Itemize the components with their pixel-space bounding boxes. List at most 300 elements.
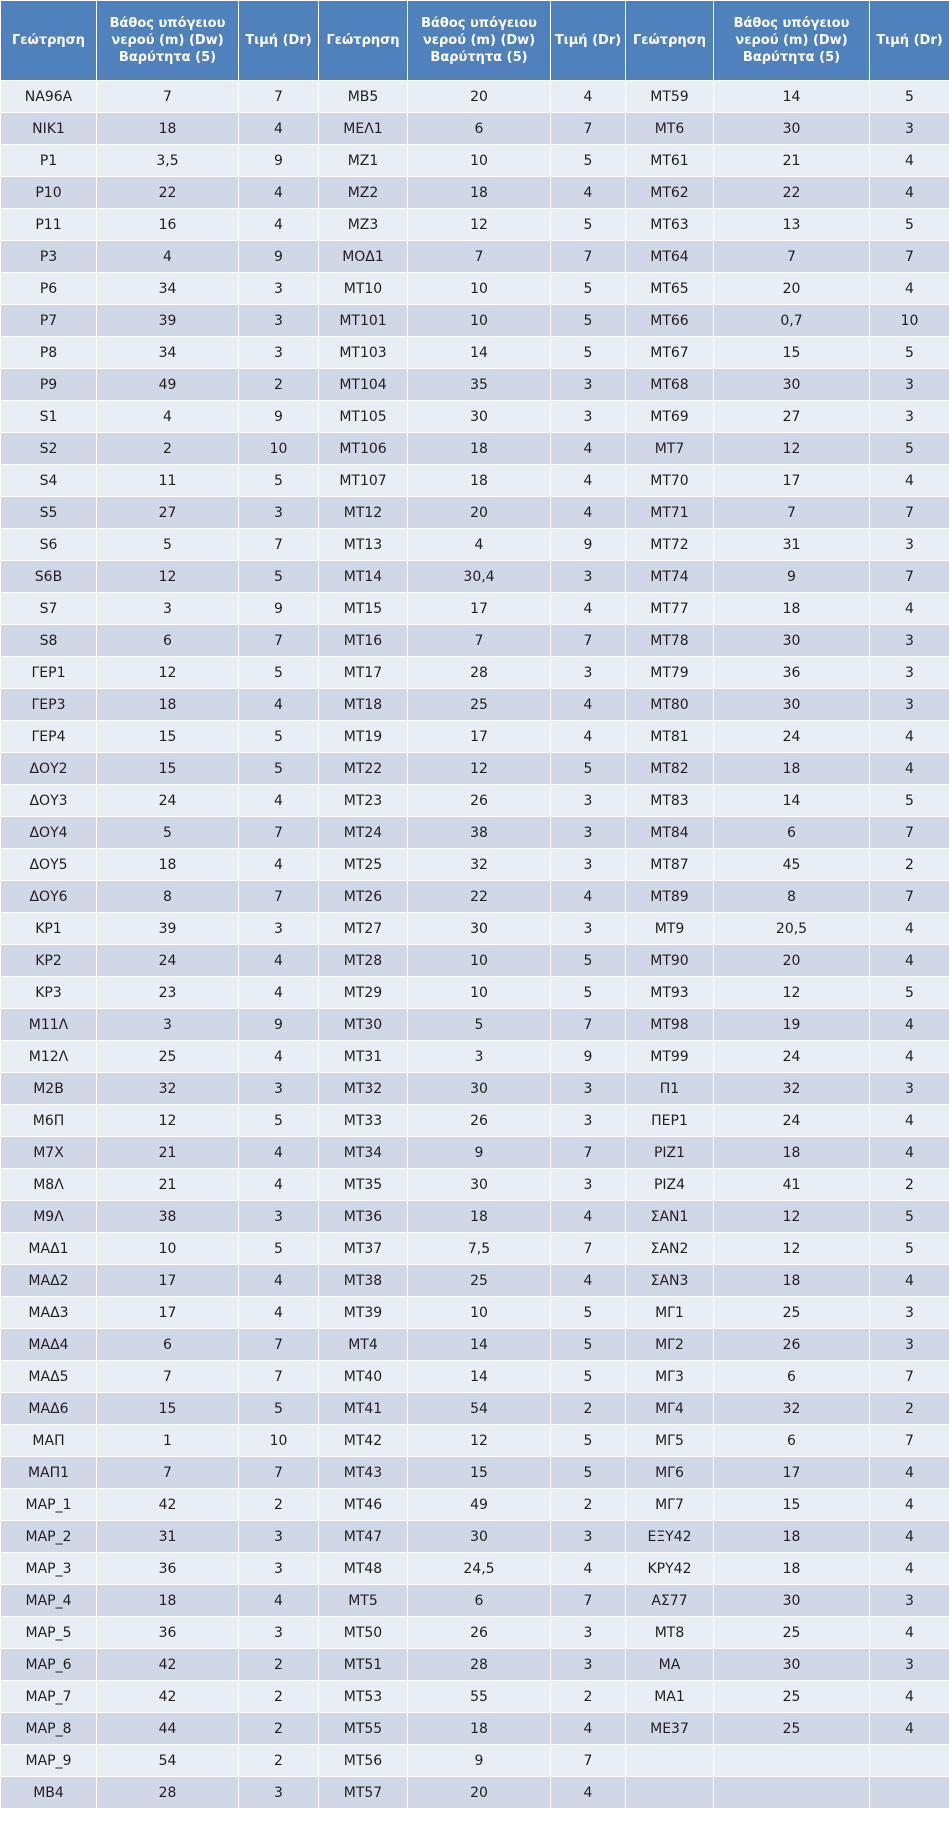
value-cell: 4 bbox=[870, 1521, 949, 1553]
well-name-cell: ΜΤ12 bbox=[319, 497, 408, 529]
well-name-cell: ΜΤ83 bbox=[626, 785, 714, 817]
depth-cell: 10 bbox=[408, 945, 551, 977]
value-cell: 5 bbox=[870, 977, 949, 1009]
well-name-cell: ΜΤ15 bbox=[319, 593, 408, 625]
depth-cell: 38 bbox=[97, 1201, 239, 1233]
table-row bbox=[1, 1425, 949, 1457]
depth-cell: 7 bbox=[97, 1457, 239, 1489]
well-name-cell: ΜΤ31 bbox=[319, 1041, 408, 1073]
well-name-cell: Μ9Λ bbox=[1, 1201, 97, 1233]
table-row bbox=[1, 1233, 949, 1265]
well-name-cell: ΜΤ46 bbox=[319, 1489, 408, 1521]
table-row bbox=[1, 1201, 949, 1233]
table-row bbox=[1, 1009, 949, 1041]
well-name-cell: ΚΡ2 bbox=[1, 945, 97, 977]
depth-cell: 28 bbox=[408, 1649, 551, 1681]
depth-cell: 17 bbox=[97, 1297, 239, 1329]
value-cell: 4 bbox=[870, 721, 949, 753]
well-name-cell: S2 bbox=[1, 433, 97, 465]
well-name-cell: Ρ10 bbox=[1, 177, 97, 209]
depth-cell: 15 bbox=[714, 1489, 870, 1521]
depth-cell: 25 bbox=[408, 689, 551, 721]
depth-cell: 44 bbox=[97, 1713, 239, 1745]
well-name-cell: ΜΓ7 bbox=[626, 1489, 714, 1521]
table-row bbox=[1, 689, 949, 721]
well-name-cell: ΔΟΥ4 bbox=[1, 817, 97, 849]
well-name-cell: ΣΑΝ2 bbox=[626, 1233, 714, 1265]
value-cell: 4 bbox=[551, 433, 626, 465]
value-cell: 4 bbox=[870, 1713, 949, 1745]
depth-cell: 41 bbox=[714, 1169, 870, 1201]
value-cell bbox=[870, 1777, 949, 1809]
well-name-cell: ΜΤ57 bbox=[319, 1777, 408, 1809]
table-row bbox=[1, 1137, 949, 1169]
table-row bbox=[1, 1457, 949, 1489]
value-cell: 3 bbox=[551, 1105, 626, 1137]
depth-cell: 26 bbox=[714, 1329, 870, 1361]
table-row bbox=[1, 273, 949, 305]
depth-cell: 4 bbox=[97, 401, 239, 433]
well-name-cell: S4 bbox=[1, 465, 97, 497]
well-name-cell: ΜΤ89 bbox=[626, 881, 714, 913]
well-name-cell: ΜΤ87 bbox=[626, 849, 714, 881]
value-cell: 9 bbox=[239, 145, 319, 177]
well-name-cell: ΠΕΡ1 bbox=[626, 1105, 714, 1137]
value-cell: 4 bbox=[870, 273, 949, 305]
value-cell: 7 bbox=[239, 1329, 319, 1361]
depth-cell: 9 bbox=[714, 561, 870, 593]
value-cell: 4 bbox=[239, 1137, 319, 1169]
well-name-cell: ΜΤ25 bbox=[319, 849, 408, 881]
value-column-header: Τιμή (Dr) bbox=[870, 1, 949, 81]
value-cell: 7 bbox=[239, 1457, 319, 1489]
value-cell: 9 bbox=[239, 593, 319, 625]
depth-cell: 30 bbox=[714, 1585, 870, 1617]
value-cell: 4 bbox=[551, 81, 626, 113]
value-cell: 5 bbox=[551, 305, 626, 337]
value-cell: 7 bbox=[870, 241, 949, 273]
value-cell: 4 bbox=[551, 881, 626, 913]
value-cell: 3 bbox=[870, 113, 949, 145]
value-cell: 2 bbox=[239, 1649, 319, 1681]
value-cell: 5 bbox=[551, 1329, 626, 1361]
well-name-cell: ΜΤ99 bbox=[626, 1041, 714, 1073]
well-name-cell: ΜΖ2 bbox=[319, 177, 408, 209]
value-cell: 4 bbox=[239, 1169, 319, 1201]
value-cell: 4 bbox=[870, 1105, 949, 1137]
well-name-cell: ΜΓ1 bbox=[626, 1297, 714, 1329]
value-cell: 2 bbox=[239, 1681, 319, 1713]
table-row bbox=[1, 1617, 949, 1649]
value-cell: 3 bbox=[551, 1617, 626, 1649]
depth-cell: 42 bbox=[97, 1681, 239, 1713]
well-name-cell: ΜΤ4 bbox=[319, 1329, 408, 1361]
well-name-cell: ΣΑΝ1 bbox=[626, 1201, 714, 1233]
value-cell: 3 bbox=[551, 817, 626, 849]
depth-cell: 17 bbox=[408, 593, 551, 625]
table-row bbox=[1, 241, 949, 273]
table-row bbox=[1, 1489, 949, 1521]
value-cell: 4 bbox=[870, 913, 949, 945]
well-name-cell: ΜΤ14 bbox=[319, 561, 408, 593]
value-cell: 4 bbox=[870, 753, 949, 785]
table-row bbox=[1, 401, 949, 433]
well-name-cell: ΜΤ103 bbox=[319, 337, 408, 369]
depth-cell: 3,5 bbox=[97, 145, 239, 177]
well-name-cell: ΜΑΔ1 bbox=[1, 1233, 97, 1265]
depth-cell: 12 bbox=[714, 1201, 870, 1233]
well-name-cell: ΜΑΡ_5 bbox=[1, 1617, 97, 1649]
well-name-cell: ΜΓ4 bbox=[626, 1393, 714, 1425]
table-row bbox=[1, 1745, 949, 1777]
depth-cell: 24 bbox=[714, 1041, 870, 1073]
value-cell: 7 bbox=[239, 81, 319, 113]
well-name-cell: ΣΑΝ3 bbox=[626, 1265, 714, 1297]
table-row bbox=[1, 433, 949, 465]
value-cell: 3 bbox=[551, 785, 626, 817]
well-name-cell: ΚΡ1 bbox=[1, 913, 97, 945]
well-name-cell: ΜΑ1 bbox=[626, 1681, 714, 1713]
well-name-cell: ΜΤ105 bbox=[319, 401, 408, 433]
depth-cell: 6 bbox=[714, 1361, 870, 1393]
depth-cell bbox=[714, 1777, 870, 1809]
well-name-cell: ΜΑΡ_1 bbox=[1, 1489, 97, 1521]
table-row bbox=[1, 1649, 949, 1681]
depth-cell: 32 bbox=[408, 849, 551, 881]
value-cell: 7 bbox=[870, 817, 949, 849]
value-cell: 3 bbox=[239, 913, 319, 945]
well-name-cell: ΜΤ50 bbox=[319, 1617, 408, 1649]
table-row bbox=[1, 337, 949, 369]
value-cell: 4 bbox=[239, 785, 319, 817]
value-cell: 5 bbox=[239, 721, 319, 753]
well-name-cell: ΜΤ74 bbox=[626, 561, 714, 593]
depth-cell: 12 bbox=[408, 209, 551, 241]
well-name-cell: ΜΤ80 bbox=[626, 689, 714, 721]
well-name-cell: Μ7Χ bbox=[1, 1137, 97, 1169]
well-name-cell: ΜΤ51 bbox=[319, 1649, 408, 1681]
depth-cell: 12 bbox=[408, 1425, 551, 1457]
depth-cell: 18 bbox=[714, 753, 870, 785]
well-name-cell: ΜΓ2 bbox=[626, 1329, 714, 1361]
value-cell: 3 bbox=[239, 1073, 319, 1105]
value-cell: 4 bbox=[870, 1137, 949, 1169]
value-cell: 4 bbox=[551, 593, 626, 625]
depth-cell: 12 bbox=[97, 1105, 239, 1137]
depth-cell: 12 bbox=[97, 561, 239, 593]
value-cell: 4 bbox=[870, 1009, 949, 1041]
well-name-cell: ΜΤ63 bbox=[626, 209, 714, 241]
depth-cell: 18 bbox=[714, 1137, 870, 1169]
depth-cell: 24 bbox=[97, 945, 239, 977]
value-cell: 7 bbox=[551, 241, 626, 273]
value-cell: 9 bbox=[239, 241, 319, 273]
value-cell: 4 bbox=[870, 145, 949, 177]
depth-cell: 7 bbox=[408, 625, 551, 657]
depth-cell: 28 bbox=[408, 657, 551, 689]
well-name-cell: ΜΤ93 bbox=[626, 977, 714, 1009]
table-row bbox=[1, 1393, 949, 1425]
value-cell: 4 bbox=[239, 1265, 319, 1297]
table-row bbox=[1, 81, 949, 113]
value-cell: 4 bbox=[551, 1713, 626, 1745]
well-name-cell: ΜΤ79 bbox=[626, 657, 714, 689]
value-cell: 7 bbox=[870, 881, 949, 913]
depth-cell: 18 bbox=[714, 1521, 870, 1553]
value-cell: 5 bbox=[239, 1105, 319, 1137]
value-cell: 5 bbox=[551, 145, 626, 177]
depth-cell: 30 bbox=[408, 1169, 551, 1201]
depth-cell: 4 bbox=[408, 529, 551, 561]
well-name-cell: ΜΑΠ bbox=[1, 1425, 97, 1457]
depth-cell: 7 bbox=[714, 241, 870, 273]
well-name-cell: Ρ7 bbox=[1, 305, 97, 337]
well-name-cell: Μ11Λ bbox=[1, 1009, 97, 1041]
value-column-header: Τιμή (Dr) bbox=[551, 1, 626, 81]
value-cell: 3 bbox=[239, 1553, 319, 1585]
value-cell: 4 bbox=[239, 209, 319, 241]
well-name-cell: ΜΤ104 bbox=[319, 369, 408, 401]
header-row bbox=[1, 1, 949, 81]
value-cell: 7 bbox=[870, 561, 949, 593]
table-body bbox=[1, 81, 949, 1809]
depth-cell: 7 bbox=[714, 497, 870, 529]
well-name-cell: ΜΤ67 bbox=[626, 337, 714, 369]
well-name-cell: ΜΤ23 bbox=[319, 785, 408, 817]
value-cell: 4 bbox=[870, 177, 949, 209]
value-cell: 5 bbox=[239, 1393, 319, 1425]
depth-cell: 15 bbox=[97, 1393, 239, 1425]
value-cell: 3 bbox=[551, 657, 626, 689]
depth-cell: 20 bbox=[408, 1777, 551, 1809]
value-cell: 4 bbox=[239, 849, 319, 881]
depth-cell: 25 bbox=[97, 1041, 239, 1073]
depth-cell: 7 bbox=[408, 241, 551, 273]
well-column-header: Γεώτρηση bbox=[626, 1, 714, 81]
depth-cell: 2 bbox=[97, 433, 239, 465]
depth-cell: 10 bbox=[408, 977, 551, 1009]
depth-cell: 9 bbox=[408, 1745, 551, 1777]
well-name-cell: ΜΤ59 bbox=[626, 81, 714, 113]
value-cell: 4 bbox=[551, 1553, 626, 1585]
depth-cell: 24 bbox=[714, 721, 870, 753]
well-name-cell: ΜΤ90 bbox=[626, 945, 714, 977]
depth-cell: 7 bbox=[97, 81, 239, 113]
depth-column-header: Βάθος υπόγειου νερού (m) (Dw) Βαρύτητα (5) bbox=[408, 1, 551, 81]
table-row bbox=[1, 593, 949, 625]
depth-cell: 10 bbox=[408, 305, 551, 337]
value-cell: 4 bbox=[551, 689, 626, 721]
table-row bbox=[1, 913, 949, 945]
depth-cell: 10 bbox=[97, 1233, 239, 1265]
depth-cell: 6 bbox=[408, 1585, 551, 1617]
value-cell: 3 bbox=[870, 401, 949, 433]
depth-cell: 14 bbox=[714, 81, 870, 113]
well-name-cell: ΜΤ47 bbox=[319, 1521, 408, 1553]
value-cell: 3 bbox=[239, 305, 319, 337]
well-name-cell: ΜΤ55 bbox=[319, 1713, 408, 1745]
value-cell: 9 bbox=[551, 1041, 626, 1073]
well-name-cell: ΜΑΡ_4 bbox=[1, 1585, 97, 1617]
well-name-cell: Μ6Π bbox=[1, 1105, 97, 1137]
depth-cell: 34 bbox=[97, 337, 239, 369]
depth-cell: 21 bbox=[97, 1169, 239, 1201]
value-cell: 3 bbox=[239, 497, 319, 529]
depth-cell: 15 bbox=[714, 337, 870, 369]
depth-cell: 23 bbox=[97, 977, 239, 1009]
value-cell: 4 bbox=[551, 1201, 626, 1233]
depth-column-header: Βάθος υπόγειου νερού (m) (Dw) Βαρύτητα (5) bbox=[97, 1, 239, 81]
well-name-cell: ΔΟΥ5 bbox=[1, 849, 97, 881]
well-name-cell: ΜΕ37 bbox=[626, 1713, 714, 1745]
depth-cell: 12 bbox=[714, 433, 870, 465]
well-name-cell bbox=[626, 1777, 714, 1809]
depth-cell: 17 bbox=[408, 721, 551, 753]
well-name-cell: ΜΤ64 bbox=[626, 241, 714, 273]
value-cell: 4 bbox=[870, 1553, 949, 1585]
value-cell: 4 bbox=[870, 1617, 949, 1649]
table-row bbox=[1, 977, 949, 1009]
depth-cell: 14 bbox=[408, 1361, 551, 1393]
table-row bbox=[1, 1713, 949, 1745]
well-name-cell: ΜΤ43 bbox=[319, 1457, 408, 1489]
depth-cell: 4 bbox=[97, 241, 239, 273]
well-name-cell: ΜΤ28 bbox=[319, 945, 408, 977]
depth-cell: 18 bbox=[714, 593, 870, 625]
well-name-cell: Ρ11 bbox=[1, 209, 97, 241]
value-cell: 5 bbox=[551, 209, 626, 241]
depth-cell: 3 bbox=[408, 1041, 551, 1073]
well-name-cell: ΜΑΡ_7 bbox=[1, 1681, 97, 1713]
well-name-cell: S7 bbox=[1, 593, 97, 625]
depth-cell: 30 bbox=[408, 401, 551, 433]
depth-cell: 11 bbox=[97, 465, 239, 497]
well-name-cell: ΜΤ18 bbox=[319, 689, 408, 721]
table-row bbox=[1, 465, 949, 497]
well-name-cell bbox=[626, 1745, 714, 1777]
depth-column-header: Βάθος υπόγειου νερού (m) (Dw) Βαρύτητα (5) bbox=[714, 1, 870, 81]
table-row bbox=[1, 1681, 949, 1713]
value-cell: 3 bbox=[551, 561, 626, 593]
depth-cell: 20 bbox=[714, 273, 870, 305]
depth-cell: 26 bbox=[408, 1617, 551, 1649]
well-name-cell: ΜΟΔ1 bbox=[319, 241, 408, 273]
well-name-cell: ΜΤ53 bbox=[319, 1681, 408, 1713]
well-name-cell: ΑΣ77 bbox=[626, 1585, 714, 1617]
depth-cell: 7,5 bbox=[408, 1233, 551, 1265]
value-cell: 2 bbox=[870, 1393, 949, 1425]
well-name-cell: ΜΤ32 bbox=[319, 1073, 408, 1105]
depth-cell: 30 bbox=[714, 689, 870, 721]
well-name-cell: ΜΕΛ1 bbox=[319, 113, 408, 145]
well-name-cell: ΜΤ41 bbox=[319, 1393, 408, 1425]
depth-cell: 25 bbox=[408, 1265, 551, 1297]
depth-cell: 39 bbox=[97, 913, 239, 945]
value-cell: 4 bbox=[551, 177, 626, 209]
value-cell: 7 bbox=[239, 625, 319, 657]
well-name-cell: Ρ1 bbox=[1, 145, 97, 177]
well-name-cell: ΜΤ69 bbox=[626, 401, 714, 433]
table-row bbox=[1, 1521, 949, 1553]
value-cell: 7 bbox=[551, 1745, 626, 1777]
depth-cell: 15 bbox=[97, 721, 239, 753]
depth-cell: 45 bbox=[714, 849, 870, 881]
depth-cell: 6 bbox=[714, 817, 870, 849]
well-name-cell: ΜΤ10 bbox=[319, 273, 408, 305]
table-row bbox=[1, 113, 949, 145]
well-name-cell: ΜΤ84 bbox=[626, 817, 714, 849]
well-column-header: Γεώτρηση bbox=[1, 1, 97, 81]
value-cell: 4 bbox=[870, 593, 949, 625]
depth-cell: 18 bbox=[97, 1585, 239, 1617]
table-row bbox=[1, 305, 949, 337]
well-name-cell: ΜΤ37 bbox=[319, 1233, 408, 1265]
value-cell: 3 bbox=[551, 913, 626, 945]
value-cell: 3 bbox=[239, 1521, 319, 1553]
value-cell: 7 bbox=[870, 1425, 949, 1457]
table-row bbox=[1, 529, 949, 561]
well-name-cell: ΜΤ22 bbox=[319, 753, 408, 785]
value-cell: 3 bbox=[870, 625, 949, 657]
well-name-cell: ΡΙΖ4 bbox=[626, 1169, 714, 1201]
depth-cell: 18 bbox=[408, 1201, 551, 1233]
table-header bbox=[1, 1, 949, 81]
table-row bbox=[1, 1041, 949, 1073]
value-cell: 4 bbox=[551, 497, 626, 529]
depth-cell: 18 bbox=[408, 465, 551, 497]
depth-cell: 13 bbox=[714, 209, 870, 241]
value-cell: 4 bbox=[870, 945, 949, 977]
value-cell: 3 bbox=[239, 337, 319, 369]
depth-cell: 18 bbox=[97, 849, 239, 881]
depth-cell: 27 bbox=[714, 401, 870, 433]
value-cell: 5 bbox=[551, 1297, 626, 1329]
well-name-cell: ΜΤ36 bbox=[319, 1201, 408, 1233]
value-cell: 4 bbox=[239, 945, 319, 977]
value-cell: 5 bbox=[870, 433, 949, 465]
well-name-cell: ΜΖ3 bbox=[319, 209, 408, 241]
table-row bbox=[1, 1361, 949, 1393]
depth-cell: 10 bbox=[408, 145, 551, 177]
value-cell: 3 bbox=[239, 1201, 319, 1233]
well-name-cell: ΜΑΡ_2 bbox=[1, 1521, 97, 1553]
well-name-cell: ΜΤ8 bbox=[626, 1617, 714, 1649]
value-cell: 2 bbox=[551, 1681, 626, 1713]
table-row bbox=[1, 1105, 949, 1137]
depth-cell: 5 bbox=[97, 529, 239, 561]
depth-cell: 26 bbox=[408, 785, 551, 817]
value-cell: 4 bbox=[239, 1041, 319, 1073]
value-cell: 3 bbox=[870, 529, 949, 561]
table-row bbox=[1, 721, 949, 753]
well-name-cell: ΜΤ6 bbox=[626, 113, 714, 145]
well-name-cell: S5 bbox=[1, 497, 97, 529]
depth-cell: 16 bbox=[97, 209, 239, 241]
depth-cell: 25 bbox=[714, 1713, 870, 1745]
depth-cell: 31 bbox=[714, 529, 870, 561]
depth-cell: 36 bbox=[714, 657, 870, 689]
table-row bbox=[1, 369, 949, 401]
well-name-cell: ΜΤ13 bbox=[319, 529, 408, 561]
well-name-cell: ΜΑΔ6 bbox=[1, 1393, 97, 1425]
well-name-cell: ΜΑΡ_9 bbox=[1, 1745, 97, 1777]
well-name-cell: ΜΤ27 bbox=[319, 913, 408, 945]
depth-cell: 42 bbox=[97, 1489, 239, 1521]
depth-cell: 54 bbox=[97, 1745, 239, 1777]
depth-cell: 18 bbox=[408, 433, 551, 465]
depth-cell: 10 bbox=[408, 273, 551, 305]
depth-cell: 20,5 bbox=[714, 913, 870, 945]
